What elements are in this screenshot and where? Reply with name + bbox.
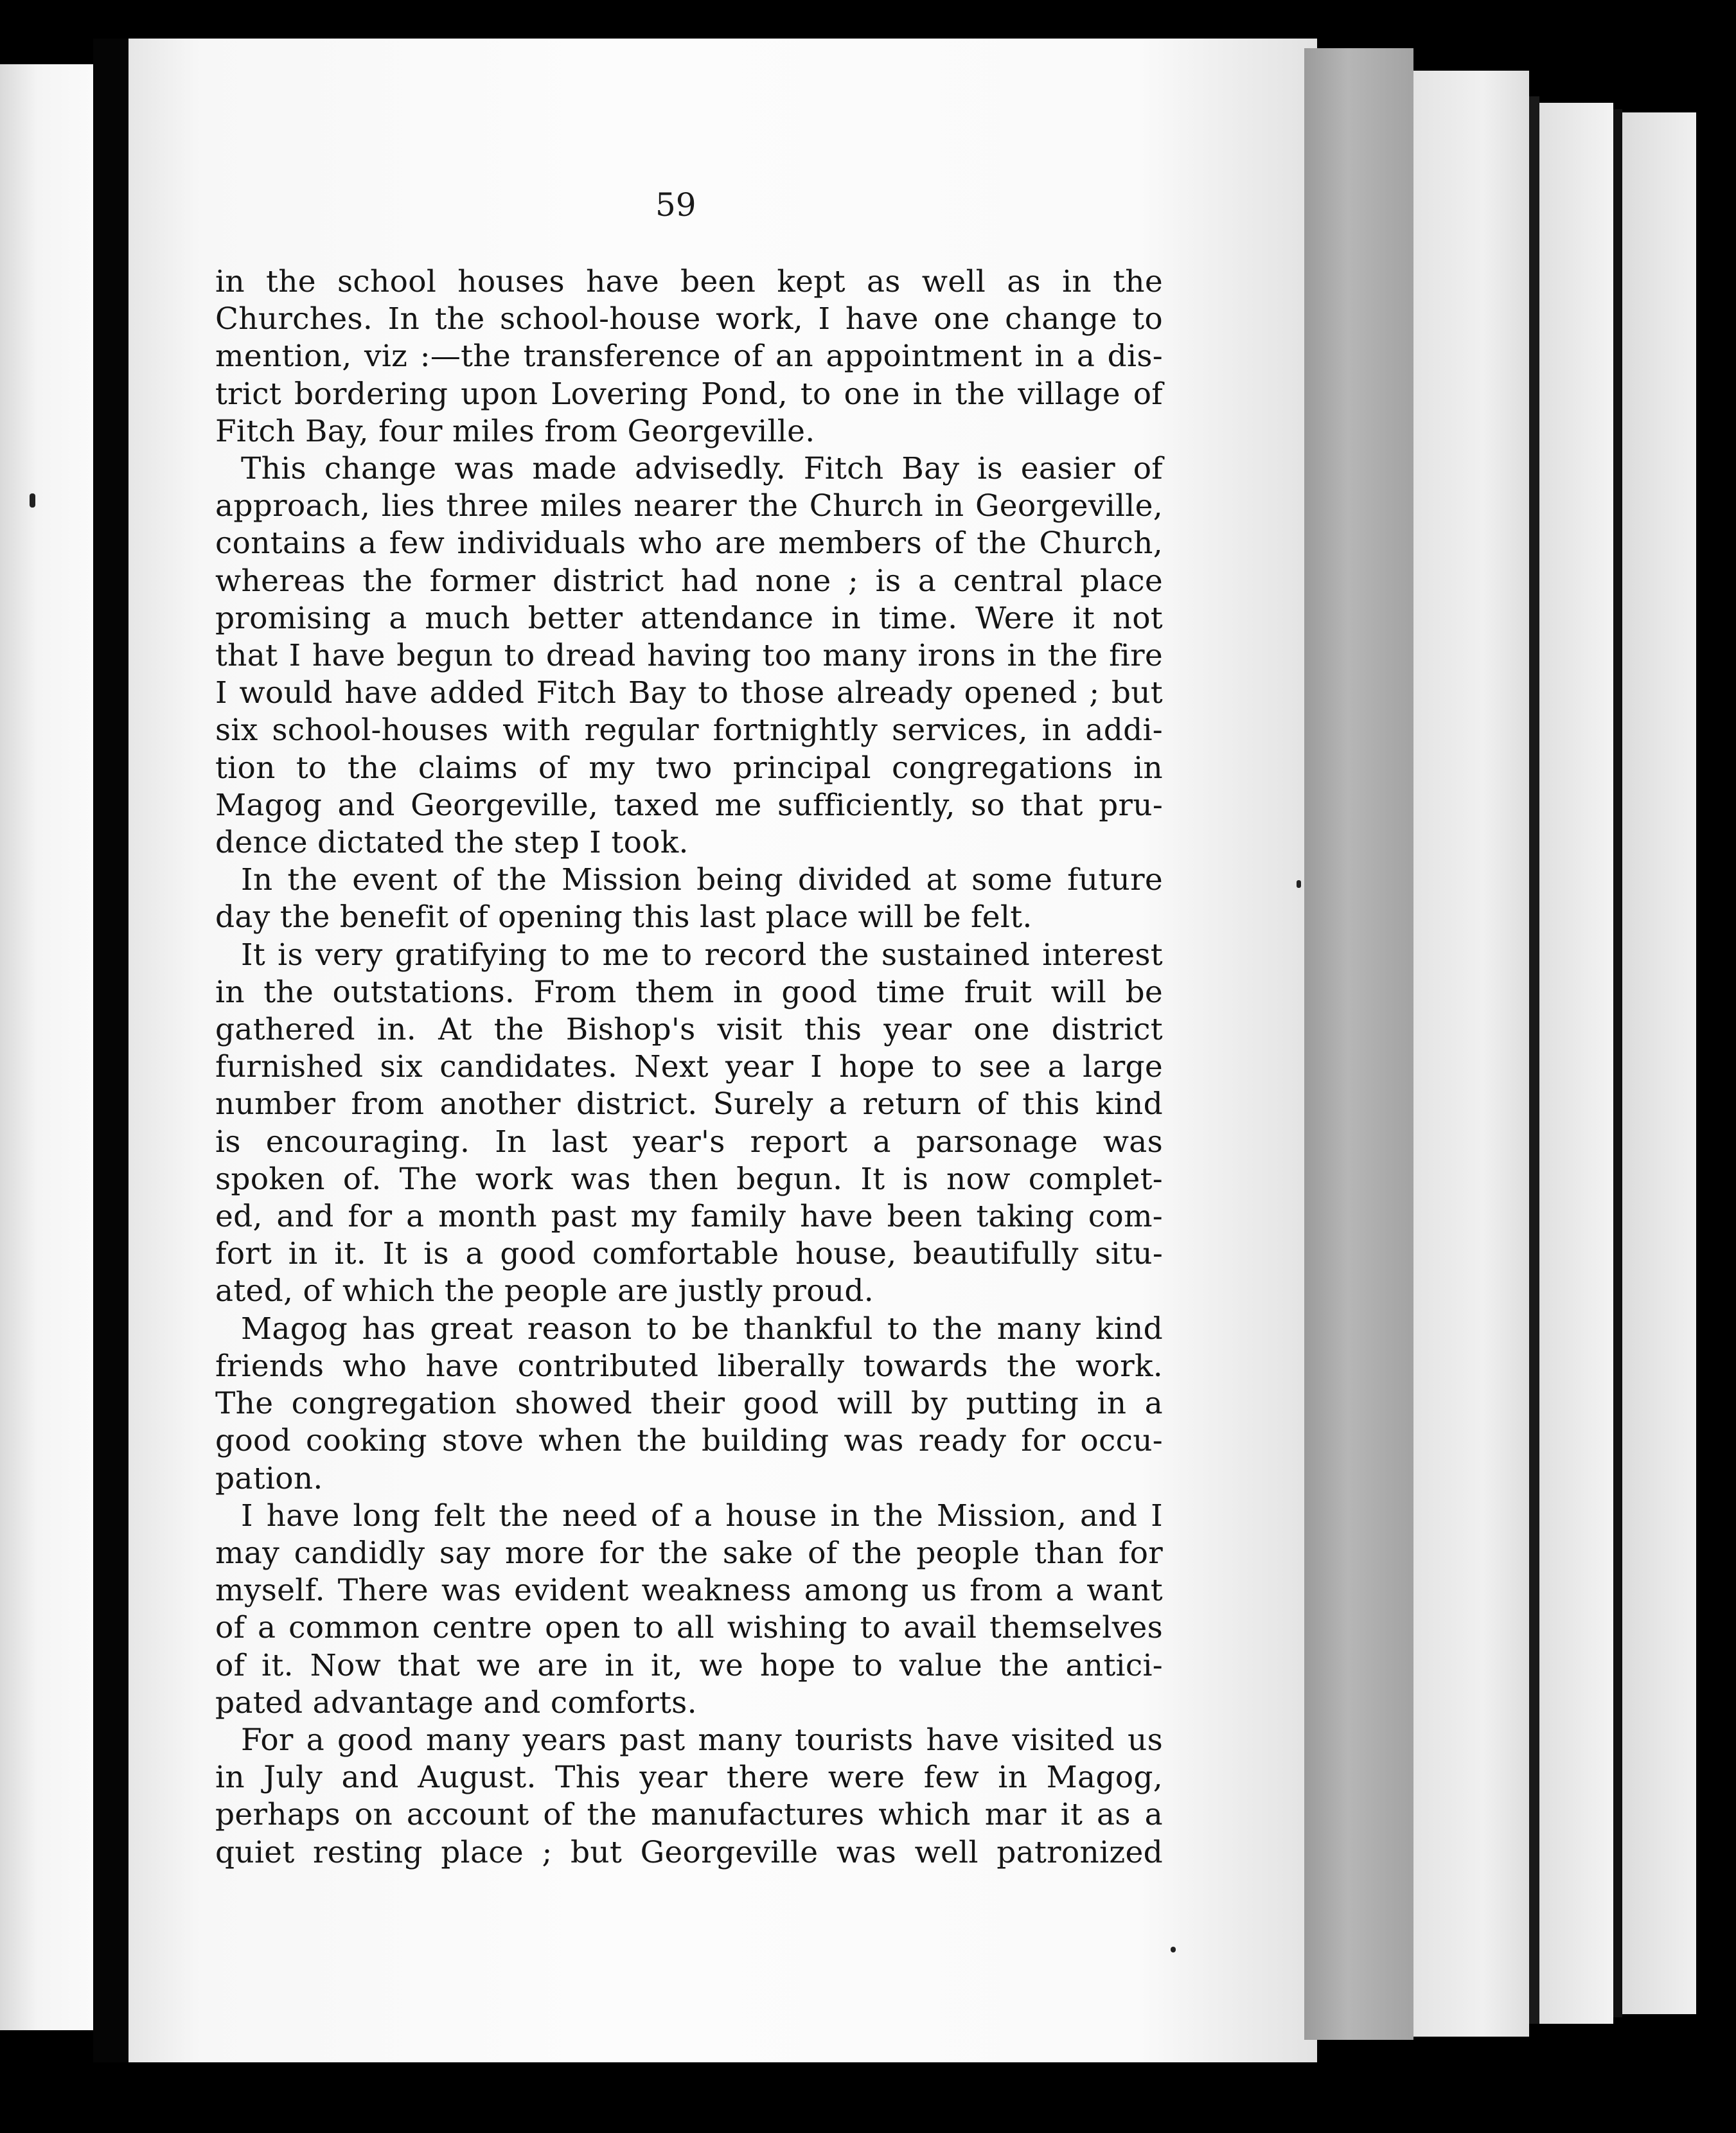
text-line: whereas the former district had none ; is a central place xyxy=(215,563,1163,599)
facing-page-edge xyxy=(0,64,93,2030)
text-line: furnished six candidates. Next year I hope to see a large xyxy=(215,1049,1163,1085)
speck-mark xyxy=(1297,880,1301,888)
body-text xyxy=(215,263,1163,1872)
margin-mark xyxy=(30,493,35,508)
text-line: six school-houses with regular fortnightly services, in addi- xyxy=(215,712,1163,748)
text-line: gathered in. At the Bishop's visit this year one district xyxy=(215,1012,1163,1048)
text-line: pated advantage and comforts. xyxy=(215,1685,697,1721)
text-line: ated, of which the people are justly proud. xyxy=(215,1273,874,1309)
paragraph xyxy=(215,450,1163,862)
text-line: Fitch Bay, four miles from Georgeville. xyxy=(215,413,815,449)
text-line: fort in it. It is a good comfortable house, beautifully situ- xyxy=(215,1236,1163,1272)
paragraph xyxy=(215,937,1163,1311)
text-line: good cooking stove when the building was ready for occu- xyxy=(215,1423,1163,1459)
text-line: The congregation showed their good will by putting in a xyxy=(215,1386,1163,1422)
paragraph xyxy=(215,263,1163,450)
text-line: mention, viz :—the transference of an appointment in a dis- xyxy=(215,339,1163,375)
text-line: perhaps on account of the manufactures which mar it as a xyxy=(215,1797,1163,1833)
text-line: number from another district. Surely a return of this kind xyxy=(215,1086,1163,1122)
text-line: Magog has great reason to be thankful to the many kind xyxy=(241,1311,1163,1347)
page-number: 59 xyxy=(655,186,696,224)
paragraph xyxy=(215,1722,1163,1872)
text-line: This change was made advisedly. Fitch Bay is easier of xyxy=(241,451,1163,487)
text-line: promising a much better attendance in time. Were it not xyxy=(215,600,1163,636)
text-line: friends who have contributed liberally towards the work. xyxy=(215,1348,1163,1384)
text-line: In the event of the Mission being divided at some future xyxy=(241,862,1163,898)
page-stack-edge xyxy=(1304,48,1413,2040)
page-stack-edge xyxy=(1539,103,1613,2024)
text-line: pation. xyxy=(215,1460,323,1496)
page-stack-edge xyxy=(1413,71,1529,2037)
text-line: For a good many years past many tourists have visited us xyxy=(241,1722,1163,1758)
text-line: may candidly say more for the sake of the people than for xyxy=(215,1535,1163,1571)
paragraph xyxy=(215,1311,1163,1498)
background-edge xyxy=(1696,0,1736,2133)
text-line: quiet resting place ; but Georgeville was well patronized xyxy=(215,1834,1163,1870)
page-stack-edge xyxy=(1622,112,1696,2014)
text-line: in July and August. This year there were few in Magog, xyxy=(215,1760,1163,1796)
text-line: dence dictated the step I took. xyxy=(215,825,689,861)
text-line: tion to the claims of my two principal congregations in xyxy=(215,750,1163,786)
text-line: spoken of. The work was then begun. It is now complet- xyxy=(215,1161,1163,1197)
text-line: day the benefit of opening this last place will be felt. xyxy=(215,899,1032,935)
paragraph xyxy=(215,862,1163,936)
text-line: in the school houses have been kept as well as in the xyxy=(215,264,1163,299)
text-line: I would have added Fitch Bay to those already opened ; but xyxy=(215,675,1163,711)
text-line: of a common centre open to all wishing to avail themselves xyxy=(215,1610,1163,1646)
speck-mark xyxy=(1171,1947,1176,1952)
text-line: that I have begun to dread having too many irons in the fire xyxy=(215,638,1163,674)
text-line: myself. There was evident weakness among us from a want xyxy=(215,1573,1163,1609)
text-line: of it. Now that we are in it, we hope to value the antici- xyxy=(215,1647,1163,1683)
text-line: I have long felt the need of a house in the Mission, and I xyxy=(241,1498,1163,1534)
page-stack-divider xyxy=(1529,96,1539,2024)
page-stack-divider xyxy=(1613,109,1622,2017)
text-line: Churches. In the school-house work, I have one change to xyxy=(215,301,1163,337)
paragraph xyxy=(215,1498,1163,1722)
text-line: Magog and Georgeville, taxed me sufficiently, so that pru- xyxy=(215,787,1163,823)
text-line: is encouraging. In last year's report a parsonage was xyxy=(215,1124,1163,1160)
text-line: ed, and for a month past my family have been taking com- xyxy=(215,1199,1163,1235)
text-line: contains a few individuals who are members of the Church, xyxy=(215,526,1163,562)
text-line: trict bordering upon Lovering Pond, to one in the village of xyxy=(215,376,1163,412)
text-line: in the outstations. From them in good time fruit will be xyxy=(215,974,1163,1010)
book-gutter xyxy=(93,39,128,2062)
text-line: approach, lies three miles nearer the Church in Georgeville, xyxy=(215,488,1163,524)
text-line: It is very gratifying to me to record the sustained interest xyxy=(241,937,1163,973)
